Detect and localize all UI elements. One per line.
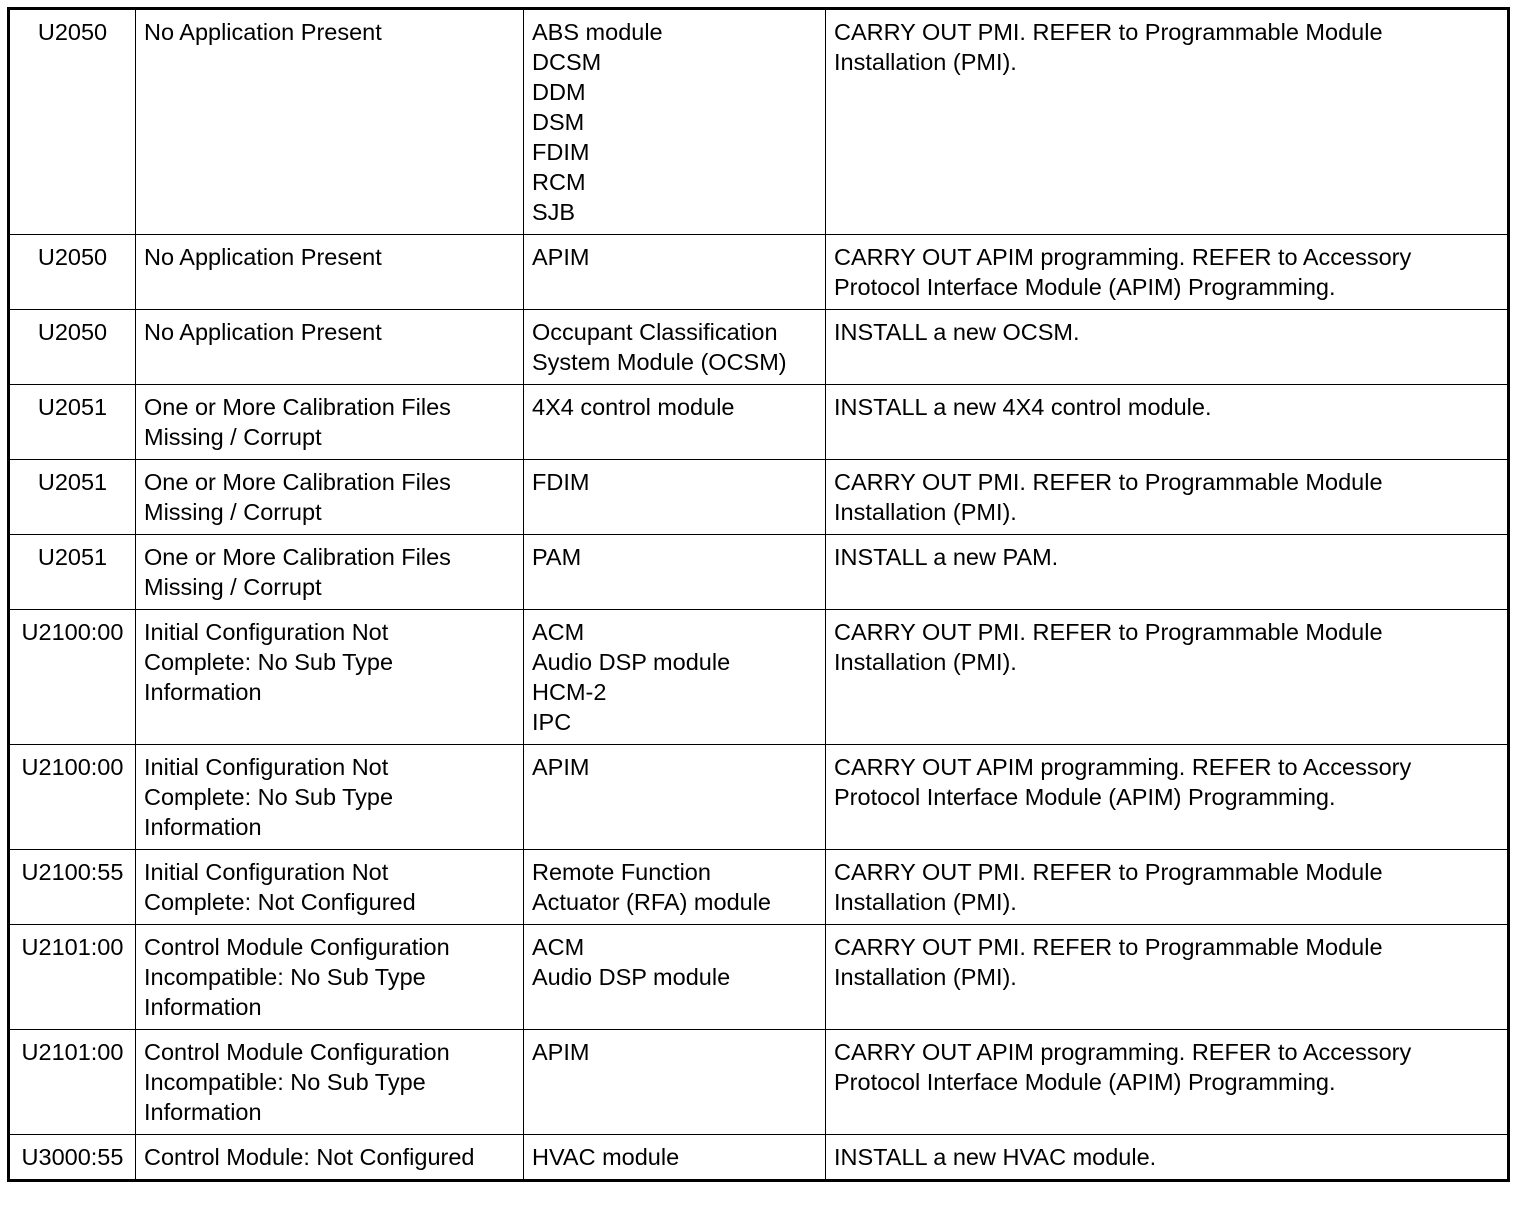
dtc-code-cell: U2050 [9,9,136,235]
module-line: IPC [532,709,572,735]
module-line: Audio DSP module [532,649,731,675]
action-line: INSTALL a new 4X4 control module. [834,394,1212,420]
dtc-description-line: No Application Present [144,319,382,345]
dtc-description-line: Control Module Configuration [144,1039,450,1065]
dtc-code-cell: U2101:00 [9,925,136,1030]
action-line: CARRY OUT PMI. REFER to Programmable Module [834,859,1383,885]
action-line: CARRY OUT PMI. REFER to Programmable Module [834,19,1383,45]
module-line: Actuator (RFA) module [532,889,772,915]
dtc-description-line: Initial Configuration Not [144,859,389,885]
action-cell [826,745,1509,850]
module-line: FDIM [532,139,590,165]
dtc-code-cell: U2100:55 [9,850,136,925]
module-line: APIM [532,1039,590,1065]
dtc-description-line: No Application Present [144,19,382,45]
dtc-description-cell [136,535,524,610]
module-line: HCM-2 [532,679,607,705]
module-line: Remote Function [532,859,711,885]
dtc-description-line: Missing / Corrupt [144,424,322,450]
module-line: DCSM [532,49,602,75]
dtc-code-cell: U2051 [9,385,136,460]
module-line: ABS module [532,19,663,45]
action-line: CARRY OUT APIM programming. REFER to Accessory [834,754,1412,780]
action-line: Installation (PMI). [834,49,1017,75]
dtc-description-cell [136,1135,524,1181]
module-cell [524,745,826,850]
action-line: INSTALL a new HVAC module. [834,1144,1157,1170]
module-cell [524,850,826,925]
table-row [9,1135,1509,1181]
action-line: Installation (PMI). [834,964,1017,990]
module-cell [524,1030,826,1135]
dtc-description-line: Missing / Corrupt [144,574,322,600]
module-cell [524,1135,826,1181]
dtc-code-cell: U3000:55 [9,1135,136,1181]
module-cell [524,9,826,235]
dtc-description-cell [136,235,524,310]
action-cell [826,610,1509,745]
table-row [9,925,1509,1030]
table-row [9,9,1509,235]
action-cell [826,850,1509,925]
table-row [9,850,1509,925]
module-line: 4X4 control module [532,394,735,420]
action-line: INSTALL a new PAM. [834,544,1059,570]
dtc-description-line: Information [144,679,262,705]
action-cell [826,235,1509,310]
module-line: Occupant Classification [532,319,778,345]
action-line: CARRY OUT APIM programming. REFER to Accessory [834,244,1412,270]
action-cell [826,535,1509,610]
dtc-description-cell [136,385,524,460]
module-cell [524,385,826,460]
dtc-description-line: Information [144,994,262,1020]
action-cell [826,310,1509,385]
action-line: Installation (PMI). [834,499,1017,525]
dtc-description-line: Initial Configuration Not [144,754,389,780]
dtc-description-cell [136,850,524,925]
action-line: CARRY OUT PMI. REFER to Programmable Module [834,934,1383,960]
dtc-description-cell [136,310,524,385]
module-line: APIM [532,244,590,270]
dtc-code-cell: U2050 [9,310,136,385]
module-line: HVAC module [532,1144,680,1170]
action-cell [826,460,1509,535]
module-line: DSM [532,109,585,135]
dtc-description-line: Complete: No Sub Type [144,784,394,810]
action-cell [826,1030,1509,1135]
dtc-description-line: Complete: No Sub Type [144,649,394,675]
table-row [9,385,1509,460]
dtc-code-cell: U2100:00 [9,610,136,745]
dtc-table-body [9,9,1509,1181]
module-line: RCM [532,169,586,195]
dtc-description-line: Information [144,814,262,840]
dtc-code-cell: U2100:00 [9,745,136,850]
table-row [9,460,1509,535]
action-line: Installation (PMI). [834,889,1017,915]
module-line: APIM [532,754,590,780]
module-line: ACM [532,619,585,645]
dtc-description-cell [136,925,524,1030]
action-line: CARRY OUT PMI. REFER to Programmable Module [834,619,1383,645]
action-cell [826,925,1509,1030]
action-line: Protocol Interface Module (APIM) Programming. [834,274,1336,300]
dtc-description-cell [136,9,524,235]
dtc-description-line: Control Module Configuration [144,934,450,960]
dtc-description-line: One or More Calibration Files [144,469,451,495]
dtc-description-line: Initial Configuration Not [144,619,389,645]
dtc-description-line: One or More Calibration Files [144,544,451,570]
module-cell [524,460,826,535]
module-line: System Module (OCSM) [532,349,787,375]
dtc-description-line: Complete: Not Configured [144,889,416,915]
action-line: INSTALL a new OCSM. [834,319,1080,345]
module-cell [524,610,826,745]
dtc-description-line: Missing / Corrupt [144,499,322,525]
action-cell [826,9,1509,235]
dtc-description-line: Information [144,1099,262,1125]
dtc-description-line: No Application Present [144,244,382,270]
action-cell [826,1135,1509,1181]
action-line: Protocol Interface Module (APIM) Programming. [834,1069,1336,1095]
module-line: FDIM [532,469,590,495]
action-line: Installation (PMI). [834,649,1017,675]
table-row [9,535,1509,610]
dtc-description-line: One or More Calibration Files [144,394,451,420]
dtc-description-cell [136,460,524,535]
module-line: ACM [532,934,585,960]
table-row [9,310,1509,385]
module-line: Audio DSP module [532,964,731,990]
dtc-description-cell [136,610,524,745]
module-line: SJB [532,199,576,225]
dtc-code-cell: U2051 [9,535,136,610]
module-line: DDM [532,79,586,105]
dtc-description-cell [136,1030,524,1135]
dtc-description-cell [136,745,524,850]
table-row [9,610,1509,745]
module-cell [524,925,826,1030]
action-line: CARRY OUT APIM programming. REFER to Accessory [834,1039,1412,1065]
dtc-description-line: Incompatible: No Sub Type [144,964,426,990]
module-cell [524,235,826,310]
action-line: CARRY OUT PMI. REFER to Programmable Module [834,469,1383,495]
table-row [9,235,1509,310]
dtc-code-cell: U2101:00 [9,1030,136,1135]
dtc-description-line: Control Module: Not Configured [144,1144,475,1170]
dtc-description-line: Incompatible: No Sub Type [144,1069,426,1095]
action-cell [826,385,1509,460]
dtc-code-cell: U2051 [9,460,136,535]
dtc-table [7,7,1510,1182]
dtc-code-cell: U2050 [9,235,136,310]
module-cell [524,310,826,385]
module-line: PAM [532,544,582,570]
module-cell [524,535,826,610]
table-row [9,745,1509,850]
table-row [9,1030,1509,1135]
action-line: Protocol Interface Module (APIM) Programming. [834,784,1336,810]
